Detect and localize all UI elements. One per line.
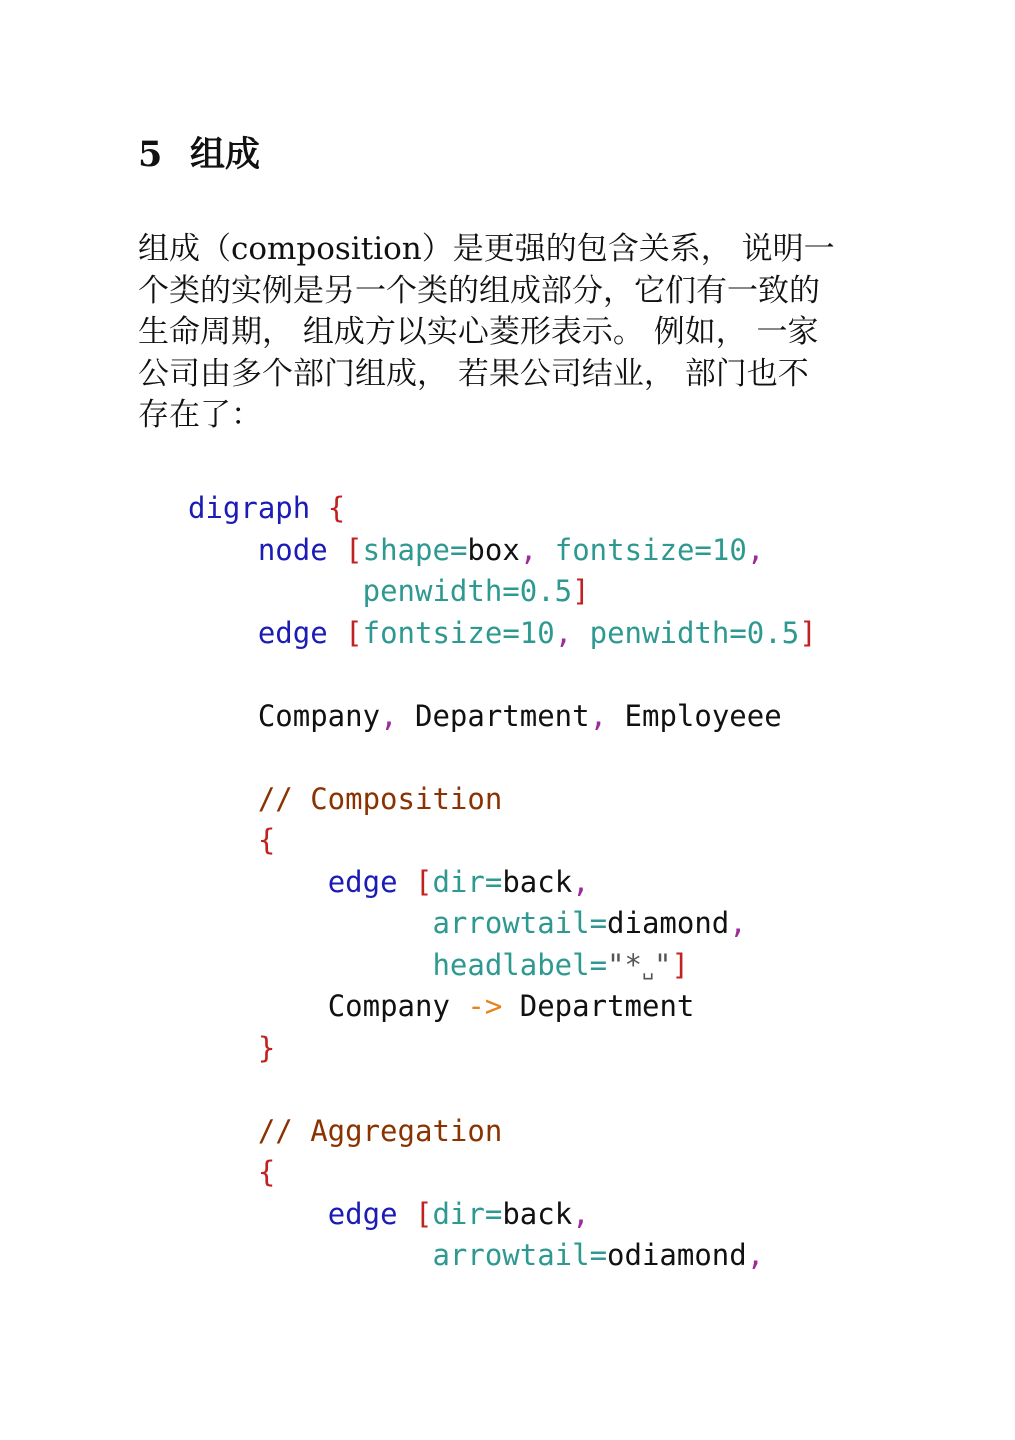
paragraph-line: 公司由多个部门组成， 若果公司结业， 部门也不 [138,355,809,392]
code-line [188,820,817,862]
code-brace: } [257,1030,276,1065]
code-comma: , [589,698,608,733]
code-attribute: headlabel [432,947,590,982]
code-value: back [502,1196,573,1231]
code-comma: , [746,532,765,567]
code-line [188,779,817,821]
code-comma: , [519,532,538,567]
code-line [188,945,817,987]
code-value: 10 [711,532,747,567]
code-node-name: Employeee [624,698,782,733]
code-node-name: Department [415,698,590,733]
code-keyword: edge [327,864,398,899]
code-equals: = [449,532,468,567]
code-line [188,1028,817,1070]
code-attribute: dir [432,1196,485,1231]
code-comma: , [572,864,590,899]
code-equals: = [502,615,520,650]
visible-space-glyph: ␣ [641,955,655,980]
code-keyword: digraph [188,491,311,525]
paragraph-line: 生命周期， 组成方以实心菱形表示。 例如， 一家 [138,314,819,350]
section-number: 5 [138,134,163,175]
code-equals: = [729,615,747,650]
code-string: " [654,947,672,982]
code-comma: , [572,1196,590,1231]
paragraph-line: 组成（composition）是更强的包含关系， 说明一 [138,231,835,267]
code-attribute: arrowtail [432,1238,590,1272]
code-string: "* [607,947,642,982]
code-blank-line [188,654,817,696]
code-bracket: ] [572,574,590,608]
code-line [188,986,817,1028]
code-attribute: dir [432,864,485,899]
code-equals: = [589,1238,608,1272]
code-keyword: edge [327,1196,398,1231]
paragraph-line: 个类的实例是另一个类的组成部分，它们有一致的 [138,272,820,309]
code-bracket: [ [415,1196,433,1231]
code-node-name: Company [257,698,381,733]
code-blank-line [188,1069,817,1111]
code-line [188,571,817,613]
code-value: 10 [519,615,555,650]
code-value: 0.5 [746,615,800,650]
code-value: diamond [607,906,730,940]
code-attribute: fontsize [554,532,695,567]
code-brace: { [257,823,276,857]
code-equals: = [502,574,520,608]
code-bracket: [ [415,864,433,899]
section-heading [138,132,260,178]
code-bracket: ] [799,615,817,650]
code-keyword: node [257,532,328,567]
code-attribute: penwidth [362,574,503,608]
code-comment: // Composition [257,781,503,816]
code-equals: = [589,947,608,982]
code-bracket: [ [345,532,363,567]
code-equals: = [694,532,712,567]
code-attribute: penwidth [589,615,730,650]
code-line [188,1235,817,1277]
code-comma: , [380,698,398,733]
code-bracket: [ [345,615,363,650]
code-comma: , [746,1238,765,1272]
code-equals: = [484,864,503,899]
code-line [188,862,817,904]
code-arrow-operator: -> [467,989,503,1023]
code-value: 0.5 [519,574,573,608]
code-node-name: Company [327,989,450,1023]
section-title: 组成 [190,134,261,175]
code-attribute: fontsize [362,615,503,650]
code-line [188,903,817,945]
code-node-name: Department [519,989,695,1023]
body-paragraph [138,229,883,437]
code-line [188,696,817,738]
code-equals: = [589,906,608,940]
code-brace: { [257,1155,276,1189]
code-bracket: ] [671,947,689,982]
code-equals: = [484,1196,503,1231]
code-line [188,488,817,530]
code-comment: // Aggregation [257,1113,503,1148]
paragraph-line: 存在了： [138,397,262,433]
code-line [188,1152,817,1194]
code-brace: { [327,491,346,525]
code-value: box [467,532,520,567]
code-attribute: arrowtail [432,906,590,940]
code-line [188,613,817,655]
code-comma: , [729,906,747,940]
code-keyword: edge [257,615,328,650]
code-value: odiamond [607,1238,747,1272]
code-value: back [502,864,573,899]
code-blank-line [188,737,817,779]
code-block [188,488,817,1277]
code-attribute: shape [362,532,450,567]
code-line [188,1111,817,1153]
code-comma: , [554,615,573,650]
code-line [188,530,817,572]
code-line [188,1194,817,1236]
